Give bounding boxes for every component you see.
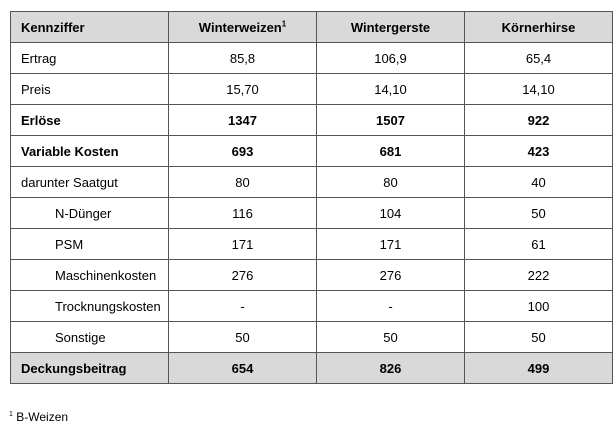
cell-winterweizen: - [169,291,317,322]
cell-wintergerste: 681 [317,136,465,167]
header-kennziffer: Kennziffer [11,12,169,43]
footnote-marker: 1 [9,411,13,418]
cell-koernerhirse: 40 [465,167,613,198]
footnote-text: B-Weizen [16,410,69,424]
table-row [11,167,613,198]
footnote [9,410,68,424]
cell-wintergerste: 276 [317,260,465,291]
cell-koernerhirse: 50 [465,322,613,353]
cell-wintergerste: 106,9 [317,43,465,74]
cell-winterweizen: 276 [169,260,317,291]
cell-winterweizen: 50 [169,322,317,353]
cell-wintergerste: 104 [317,198,465,229]
cell-wintergerste: 171 [317,229,465,260]
cell-koernerhirse: 922 [465,105,613,136]
cell-wintergerste: 1507 [317,105,465,136]
cell-koernerhirse: 222 [465,260,613,291]
row-label: Preis [11,74,169,105]
total-value-koernerhirse: 499 [465,353,613,384]
total-row [11,353,613,384]
row-label: N-Dünger [11,198,169,229]
row-label: Maschinenkosten [11,260,169,291]
cell-winterweizen: 693 [169,136,317,167]
total-value-winterweizen: 654 [169,353,317,384]
table-row [11,74,613,105]
cell-koernerhirse: 423 [465,136,613,167]
row-label: darunter Saatgut [11,167,169,198]
total-value-wintergerste: 826 [317,353,465,384]
cell-wintergerste: 80 [317,167,465,198]
cell-koernerhirse: 50 [465,198,613,229]
cell-wintergerste: 50 [317,322,465,353]
cell-winterweizen: 1347 [169,105,317,136]
table-row [11,229,613,260]
header-wintergerste: Wintergerste [317,12,465,43]
cell-winterweizen: 85,8 [169,43,317,74]
table-row [11,198,613,229]
cell-winterweizen: 171 [169,229,317,260]
header-winterweizen [169,12,317,43]
cell-winterweizen: 15,70 [169,74,317,105]
header-winterweizen-label: Winterweizen [198,19,282,35]
row-label: Variable Kosten [11,136,169,167]
cell-winterweizen: 80 [169,167,317,198]
cell-koernerhirse: 61 [465,229,613,260]
row-label: Erlöse [11,105,169,136]
crop-margin-table [10,11,613,384]
table-row [11,43,613,74]
cell-wintergerste: 14,10 [317,74,465,105]
table-row [11,291,613,322]
row-label: Ertrag [11,43,169,74]
cell-koernerhirse: 65,4 [465,43,613,74]
cell-koernerhirse: 100 [465,291,613,322]
total-label: Deckungsbeitrag [11,353,169,384]
cell-wintergerste: - [317,291,465,322]
header-footnote-marker: 1 [281,19,287,29]
cell-winterweizen: 116 [169,198,317,229]
row-label: Trocknungskosten [11,291,169,322]
row-label: Sonstige [11,322,169,353]
header-row [11,12,613,43]
table-row [11,105,613,136]
row-label: PSM [11,229,169,260]
table-row [11,260,613,291]
cell-koernerhirse: 14,10 [465,74,613,105]
table-body [11,43,613,353]
table-row [11,136,613,167]
table-row [11,322,613,353]
header-koernerhirse: Körnerhirse [465,12,613,43]
